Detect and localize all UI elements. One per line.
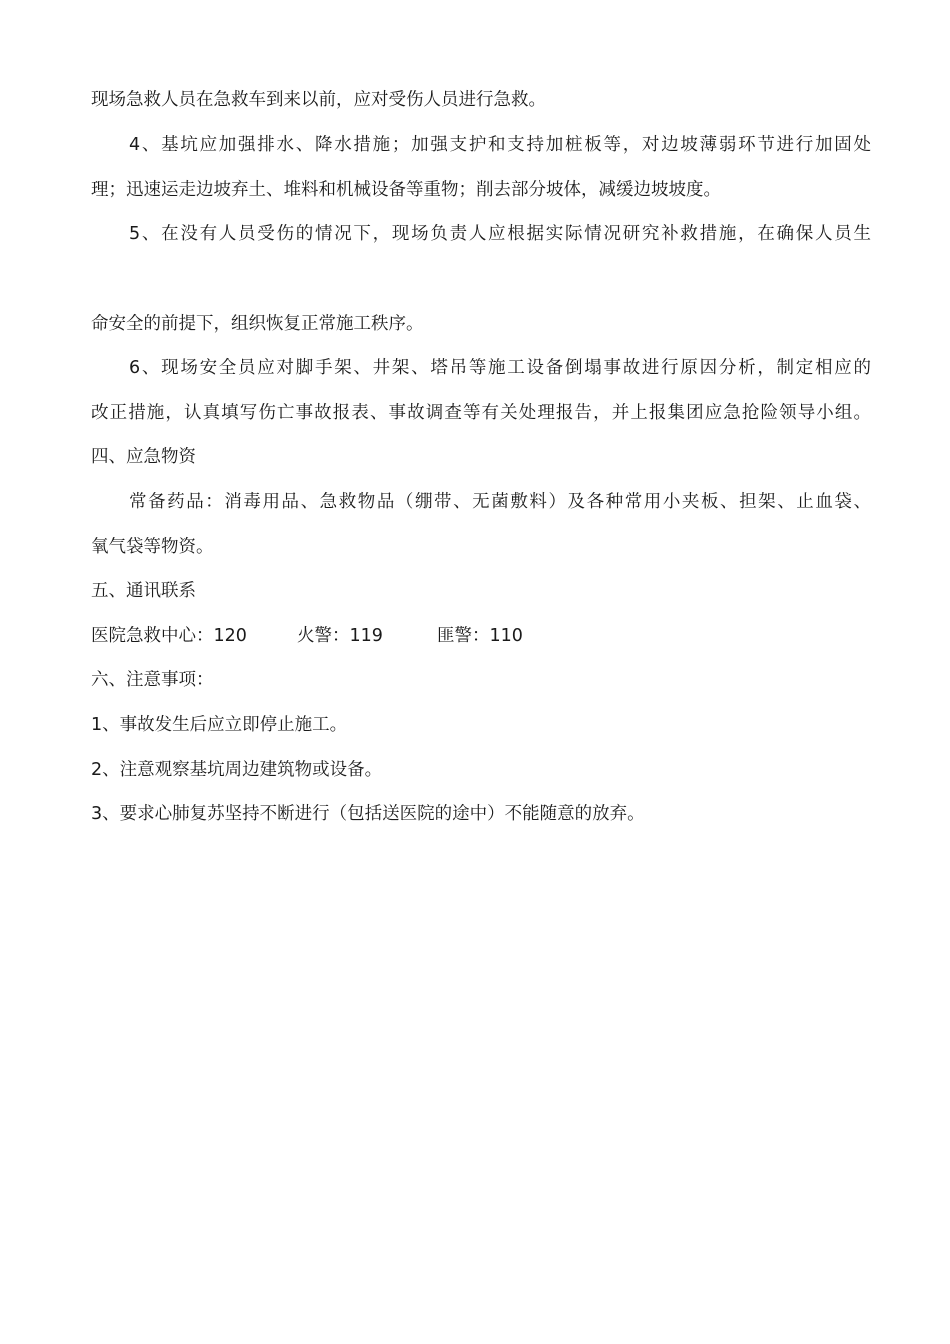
paragraph-4-line-2: 理；迅速运走边坡弃土、堆料和机械设备等重物；削去部分坡体，减缓边坡坡度。 [91, 180, 721, 200]
contact-list [91, 624, 523, 648]
paragraph-4-line-1: 4、基坑应加强排水、降水措施；加强支护和支持加桩板等，对边坡薄弱环节进行加固处 [129, 135, 871, 155]
paragraph-6-line-2: 改正措施，认真填写伤亡事故报表、事故调查等有关处理报告，并上报集团应急抢险领导小组。 [91, 403, 871, 423]
contact-fire: 火警：119 [297, 626, 383, 646]
paragraph-5-line-2: 命安全的前提下，组织恢复正常施工秩序。 [91, 314, 424, 334]
section-4-line-2: 氧气袋等物资。 [91, 537, 214, 557]
paragraph-6-line-1: 6、现场安全员应对脚手架、井架、塔吊等施工设备倒塌事故进行原因分析，制定相应的 [129, 358, 871, 378]
note-item-2: 2、注意观察基坑周边建筑物或设备。 [91, 760, 383, 780]
note-item-3: 3、要求心肺复苏坚持不断进行（包括送医院的途中）不能随意的放弃。 [91, 804, 645, 824]
contact-police: 匪警：110 [437, 626, 523, 646]
note-item-1: 1、事故发生后应立即停止施工。 [91, 715, 348, 735]
paragraph-5-line-1: 5、在没有人员受伤的情况下，现场负责人应根据实际情况研究补救措施，在确保人员生 [129, 224, 871, 244]
section-5-heading: 五、通讯联系 [91, 581, 196, 601]
contact-hospital: 医院急救中心：120 [91, 626, 247, 646]
section-6-heading: 六、注意事项： [91, 670, 214, 690]
section-4-line-1: 常备药品：消毒用品、急救物品（绷带、无菌敷料）及各种常用小夹板、担架、止血袋、 [129, 492, 871, 512]
section-4-heading: 四、应急物资 [91, 447, 196, 467]
paragraph-first-aid-line: 现场急救人员在急救车到来以前，应对受伤人员进行急救。 [91, 90, 546, 110]
